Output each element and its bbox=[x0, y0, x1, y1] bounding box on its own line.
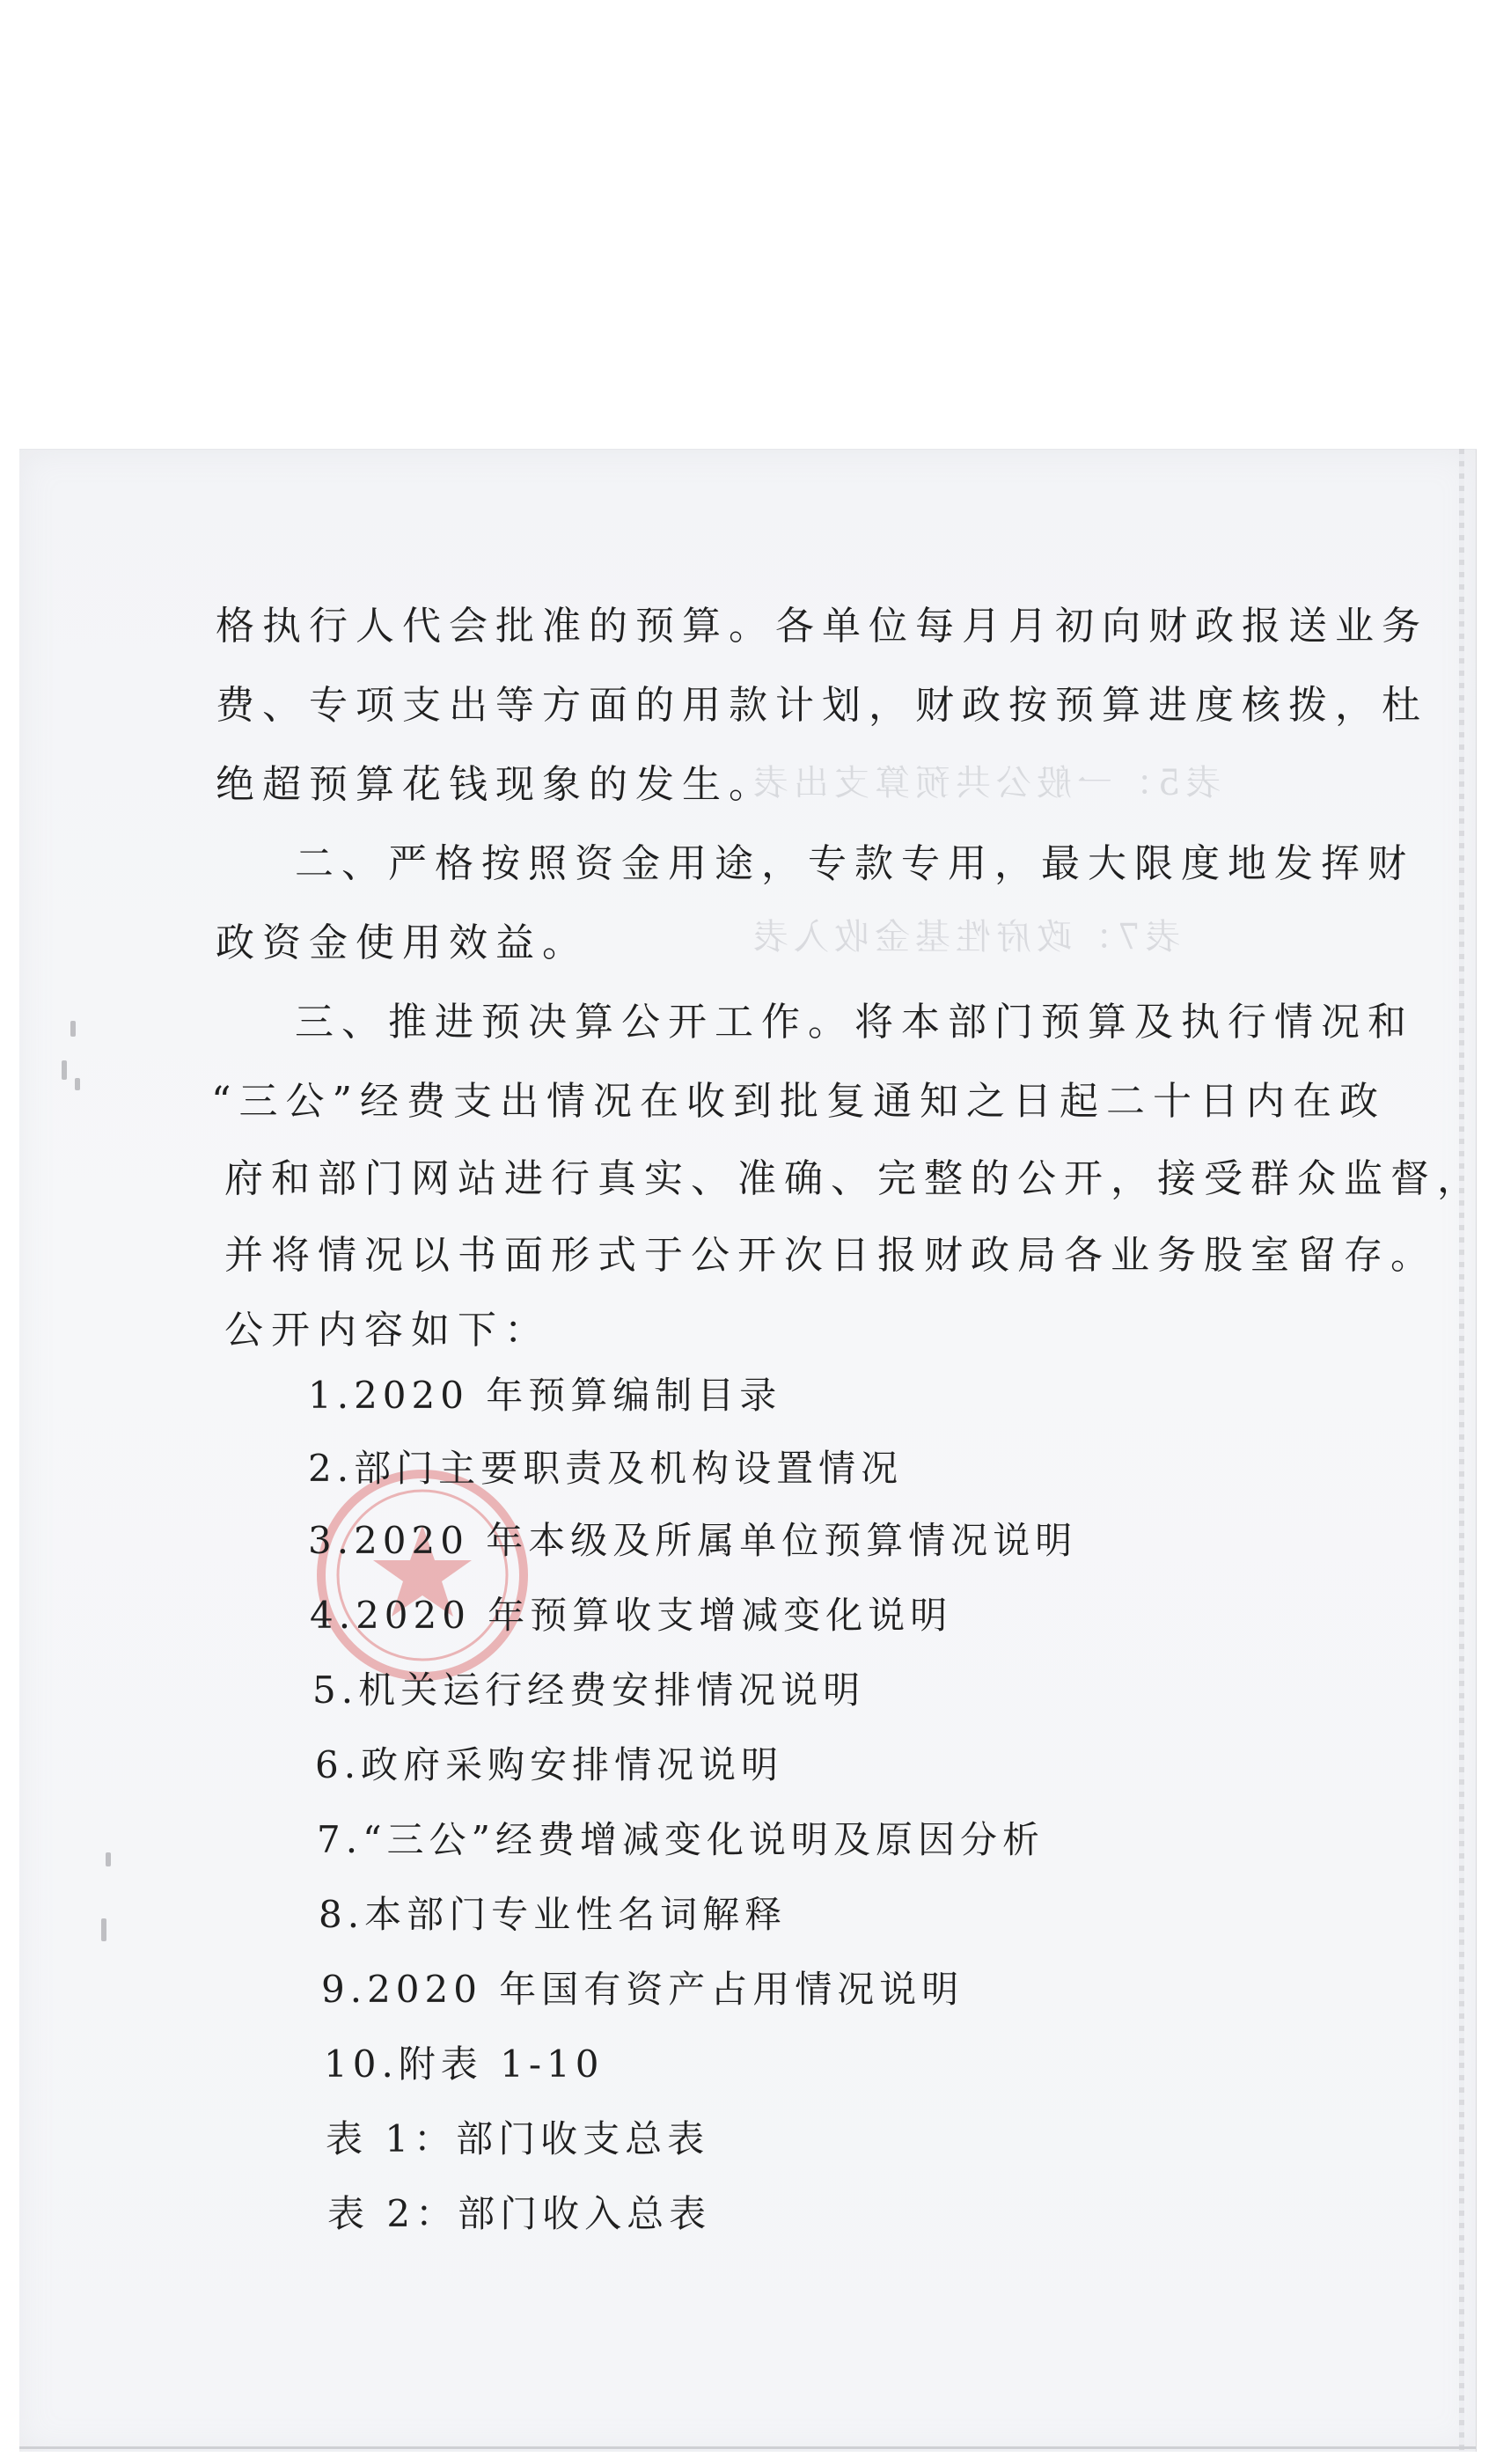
paragraph-line: “三公”经费支出情况在收到批复通知之日起二十日内在政 bbox=[211, 1079, 1386, 1124]
scan-edge-shadow bbox=[1459, 449, 1464, 2451]
paragraph-line: 二、严格按照资金用途，专款专用，最大限度地发挥财 bbox=[295, 841, 1414, 886]
list-item: 1.2020 年预算编制目录 bbox=[308, 1374, 782, 1417]
list-item: 7.“三公”经费增减变化说明及原因分析 bbox=[317, 1818, 1045, 1861]
list-item: 9.2020 年国有资产占用情况说明 bbox=[321, 1968, 964, 2011]
bleed-through-text: 表5：一般公共预算支出表 bbox=[748, 763, 1221, 803]
binding-hole-mark bbox=[70, 1021, 76, 1037]
red-seal-star-icon bbox=[312, 1465, 532, 1685]
list-item: 5.机关运行经费安排情况说明 bbox=[312, 1668, 866, 1712]
binding-hole-mark bbox=[62, 1060, 67, 1080]
scan-bottom-border bbox=[19, 2446, 1476, 2449]
list-item: 3.2020 年本级及所属单位预算情况说明 bbox=[308, 1519, 1078, 1562]
list-item: 表 2：部门收入总表 bbox=[327, 2192, 712, 2235]
list-item: 6.政府采购安排情况说明 bbox=[315, 1743, 784, 1786]
paragraph-line: 格执行人代会批准的预算。各单位每月月初向财政报送业务 bbox=[216, 604, 1428, 649]
paragraph-line: 并将情况以书面形式于公开次日报财政局各业务股室留存。 bbox=[224, 1233, 1437, 1278]
list-item: 10.附表 1-10 bbox=[324, 2042, 605, 2086]
binding-hole-mark bbox=[106, 1852, 111, 1866]
binding-hole-mark bbox=[75, 1078, 80, 1090]
paragraph-line: 府和部门网站进行真实、准确、完整的公开，接受群众监督， bbox=[224, 1156, 1484, 1201]
paragraph-line: 三、推进预决算公开工作。将本部门预算及执行情况和 bbox=[295, 1000, 1414, 1045]
list-item: 8.本部门专业性名词解释 bbox=[319, 1893, 788, 1936]
paragraph-line: 政资金使用效益。 bbox=[216, 920, 589, 965]
paragraph-line: 绝超预算花钱现象的发生。 bbox=[216, 762, 775, 807]
paragraph-line: 公开内容如下： bbox=[224, 1308, 551, 1353]
list-item: 2.部门主要职责及机构设置情况 bbox=[308, 1447, 904, 1490]
binding-hole-mark bbox=[101, 1918, 106, 1941]
list-item: 表 1：部门收支总表 bbox=[326, 2117, 710, 2160]
list-item: 4.2020 年预算收支增减变化说明 bbox=[310, 1594, 953, 1637]
bleed-through-text: 表7：政府性基金收入表 bbox=[748, 917, 1181, 957]
paragraph-line: 费、专项支出等方面的用款计划，财政按预算进度核拨，杜 bbox=[216, 683, 1428, 728]
